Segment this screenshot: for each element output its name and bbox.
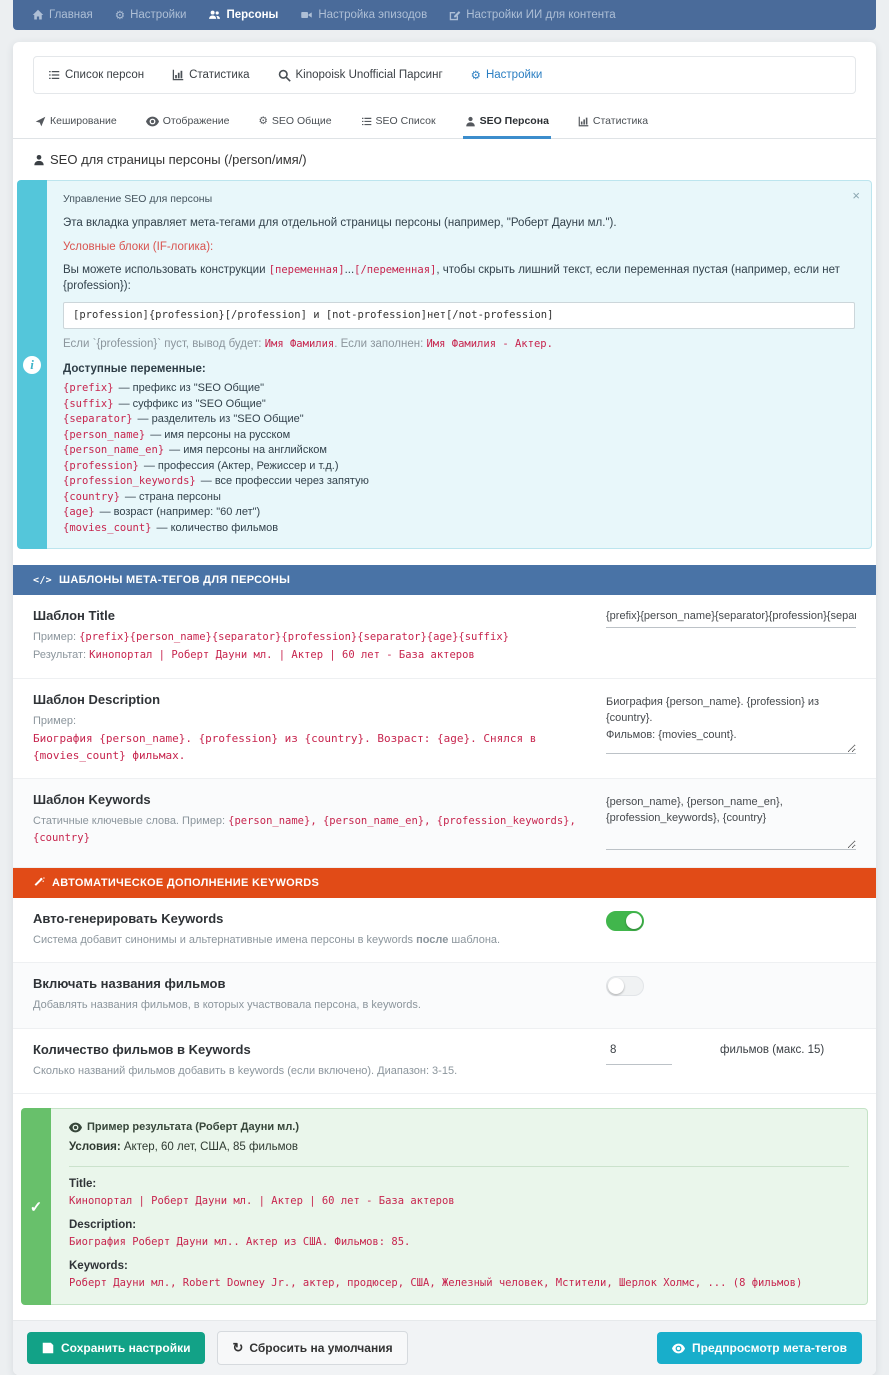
nav-label: Настройки ИИ для контента bbox=[466, 9, 616, 21]
tab-seo-person[interactable] bbox=[463, 107, 551, 139]
gears-icon: ⚙ bbox=[258, 115, 268, 127]
list-icon bbox=[361, 116, 372, 127]
alert-if-heading: Условные блоки (IF-логика): bbox=[63, 240, 214, 253]
subnav-label: Настройки bbox=[485, 69, 543, 81]
movies-count-input[interactable] bbox=[606, 1042, 672, 1065]
subnav-label: Kinopoisk Unofficial Парсинг bbox=[295, 69, 443, 81]
title-template-row bbox=[13, 595, 876, 678]
subnav-item-kinopoisk-parsing[interactable] bbox=[278, 69, 443, 82]
movies-count-suffix: фильмов (макс. 15) bbox=[720, 1043, 825, 1056]
seo-info-alert bbox=[17, 180, 872, 549]
list-icon bbox=[48, 69, 60, 81]
rocket-icon bbox=[35, 116, 46, 127]
movies-count-label: Количество фильмов в Keywords bbox=[33, 1041, 251, 1057]
auto-keywords-section-header bbox=[13, 868, 876, 898]
tab-label: SEO Общие bbox=[271, 115, 332, 127]
nav-label: Главная bbox=[49, 9, 93, 21]
auto-generate-row bbox=[13, 898, 876, 964]
search-icon bbox=[278, 69, 291, 82]
magic-wand-icon bbox=[33, 877, 45, 889]
gears-icon: ⚙ bbox=[470, 70, 481, 82]
person-icon bbox=[33, 154, 45, 166]
subnav-item-statistics[interactable] bbox=[172, 69, 249, 81]
include-movies-label: Включать названия фильмов bbox=[33, 976, 226, 992]
settings-tabs bbox=[13, 107, 876, 139]
preview-meta-tags-button[interactable] bbox=[657, 1332, 862, 1364]
keywords-template-row bbox=[13, 779, 876, 868]
variable-item: {profession} — профессия (Актер, Режиссер и т.д.) bbox=[63, 459, 339, 472]
title-template-label: Шаблон Title bbox=[33, 608, 115, 624]
description-example-label: Пример: bbox=[33, 714, 77, 727]
top-navbar bbox=[13, 0, 876, 30]
toggle-knob bbox=[608, 978, 624, 994]
button-label: Сохранить настройки bbox=[61, 1341, 191, 1356]
movies-count-desc: Сколько названий фильмов добавить в keywords (если включено). Диапазон: 3-15. bbox=[33, 1064, 458, 1077]
keywords-template-hint: Статичные ключевые слова. Пример: {person_name}, {person_name_en}, {profession_keywords}, {country} bbox=[33, 814, 576, 844]
include-movies-desc: Добавлять названия фильмов, в которых участвовала персона, в keywords. bbox=[33, 999, 421, 1012]
toggle-knob bbox=[626, 913, 642, 929]
description-template-label: Шаблон Description bbox=[33, 691, 161, 707]
description-template-row bbox=[13, 679, 876, 779]
gear-icon: ⚙ bbox=[114, 10, 126, 22]
close-icon[interactable]: × bbox=[852, 188, 860, 203]
info-strip bbox=[17, 180, 47, 549]
alert-intro: Эта вкладка управляет мета-тегами для отдельной страницы персоны (например, "Роберт Дауни мл."). bbox=[63, 217, 617, 230]
nav-label: Персоны bbox=[226, 9, 279, 21]
variable-item: {person_name_en} — имя персоны на английском bbox=[63, 444, 327, 457]
variable-item: {profession_keywords} — все профессии через запятую bbox=[63, 475, 369, 488]
nav-item-settings[interactable] bbox=[104, 0, 198, 30]
section-header-text: АВТОМАТИЧЕСКОЕ ДОПОЛНЕНИЕ KEYWORDS bbox=[52, 876, 320, 889]
persons-subnav bbox=[33, 56, 856, 94]
check-icon: ✓ bbox=[29, 1198, 43, 1216]
person-icon bbox=[465, 116, 476, 127]
example-result-box bbox=[21, 1108, 868, 1305]
keywords-template-textarea[interactable] bbox=[606, 792, 856, 850]
card-footer bbox=[13, 1320, 876, 1375]
tab-display[interactable] bbox=[144, 107, 232, 139]
info-alert-body bbox=[47, 180, 872, 549]
movies-count-row bbox=[13, 1029, 876, 1095]
main-card bbox=[13, 42, 876, 1375]
subnav-label: Список персон bbox=[65, 69, 145, 81]
chart-icon bbox=[578, 116, 589, 127]
alert-usage-line: Вы можете использовать конструкции [переменная]...[/переменная], чтобы скрыть лишний текст, если переменная пустая (например, если нет {profession}): bbox=[63, 263, 840, 293]
section-header-text: ШАБЛОНЫ МЕТА-ТЕГОВ ДЛЯ ПЕРСОНЫ bbox=[58, 574, 291, 587]
page-title bbox=[13, 139, 876, 178]
auto-generate-toggle[interactable] bbox=[606, 911, 644, 931]
tab-statistics[interactable] bbox=[576, 107, 650, 139]
nav-item-ai-content[interactable] bbox=[438, 0, 626, 30]
auto-generate-desc: Система добавит синонимы и альтернативные имена персоны в keywords после шаблона. bbox=[33, 933, 501, 946]
save-settings-button[interactable] bbox=[27, 1332, 205, 1364]
chart-icon bbox=[172, 69, 184, 81]
nav-item-episodes[interactable] bbox=[289, 0, 438, 30]
tab-caching[interactable] bbox=[33, 107, 119, 139]
eye-icon bbox=[69, 1122, 82, 1133]
code-icon: </> bbox=[33, 574, 52, 586]
variable-item: {country} — страна персоны bbox=[63, 490, 221, 503]
variable-item: {person_name} — имя персоны на русском bbox=[63, 428, 291, 441]
alert-note-line: Если `{profession}` пуст, вывод будет: Имя Фамилия. Если заполнен: Имя Фамилия - Актер. bbox=[63, 338, 553, 351]
variable-item: {prefix} — префикс из "SEO Общие" bbox=[63, 382, 265, 395]
include-movies-toggle[interactable] bbox=[606, 976, 644, 996]
tab-seo-general[interactable] bbox=[257, 107, 334, 139]
nav-item-home[interactable] bbox=[21, 0, 104, 30]
info-icon: i bbox=[23, 356, 41, 374]
edit-icon bbox=[449, 9, 461, 21]
video-icon bbox=[300, 9, 313, 21]
refresh-icon: ↻ bbox=[232, 1340, 244, 1356]
auto-generate-label: Авто-генерировать Keywords bbox=[33, 910, 224, 926]
button-label: Сбросить на умолчания bbox=[249, 1341, 393, 1356]
tab-label: Отображение bbox=[162, 115, 230, 127]
example-result-body bbox=[51, 1108, 868, 1305]
alert-vars-heading: Доступные переменные: bbox=[63, 362, 206, 375]
subnav-item-persons-list[interactable] bbox=[48, 69, 144, 81]
alert-title: Управление SEO для персоны bbox=[63, 193, 213, 205]
subnav-item-settings[interactable] bbox=[471, 68, 543, 82]
example-header: Пример результата (Роберт Дауни мл.) bbox=[87, 1121, 300, 1134]
variable-item: {separator} — разделитель из "SEO Общие" bbox=[63, 413, 304, 426]
title-template-input[interactable] bbox=[606, 608, 856, 628]
tab-label: SEO Персона bbox=[479, 115, 549, 127]
title-template-example: Пример: {prefix}{person_name}{separator}{profession}{separator}{age}{suffix} bbox=[33, 631, 509, 644]
example-item-keywords: Keywords: Роберт Дауни мл., Robert Downey Jr., актер, продюсер, США, Железный человек, Мстители, Шерлок Холмс, ... (8 фильмов) bbox=[69, 1259, 803, 1289]
eye-icon bbox=[146, 116, 159, 127]
variable-item: {movies_count} — количество фильмов bbox=[63, 521, 279, 534]
nav-label: Настройки bbox=[130, 9, 187, 21]
nav-item-persons[interactable] bbox=[197, 0, 289, 30]
divider bbox=[69, 1166, 849, 1167]
tab-label: Кеширование bbox=[50, 115, 117, 127]
home-icon bbox=[32, 9, 44, 21]
users-icon bbox=[208, 9, 221, 21]
keywords-template-label: Шаблон Keywords bbox=[33, 791, 151, 807]
page-title-text: SEO для страницы персоны (/person/имя/) bbox=[50, 152, 307, 167]
button-label: Предпросмотр мета-тегов bbox=[692, 1341, 847, 1356]
nav-label: Настройка эпизодов bbox=[318, 9, 428, 21]
description-example-code: Биография {person_name}. {profession} из {country}. Возраст: {age}. Снялся в {movies_count} фильмах. bbox=[33, 731, 537, 762]
tab-label: Статистика bbox=[592, 115, 649, 127]
tab-seo-list[interactable] bbox=[359, 107, 438, 139]
eye-icon bbox=[672, 1343, 685, 1354]
variable-item: {age} — возраст (например: "60 лет") bbox=[63, 506, 261, 519]
variable-item: {suffix} — суффикс из "SEO Общие" bbox=[63, 397, 266, 410]
alert-code-example: [profession]{profession}[/profession] и [not-profession]нет[/not-profession] bbox=[63, 302, 855, 329]
templates-section-header bbox=[13, 565, 876, 595]
subnav-label: Статистика bbox=[189, 69, 250, 81]
include-movies-row bbox=[13, 963, 876, 1029]
variables-list bbox=[63, 381, 855, 536]
check-strip bbox=[21, 1108, 51, 1305]
tab-label: SEO Список bbox=[375, 115, 436, 127]
save-icon bbox=[42, 1342, 54, 1354]
reset-defaults-button[interactable] bbox=[217, 1331, 407, 1365]
example-conditions: Условия: Актер, 60 лет, США, 85 фильмов bbox=[69, 1141, 299, 1154]
example-item-description: Description: Биография Роберт Дауни мл.. Актер из США. Фильмов: 85. bbox=[69, 1218, 411, 1248]
description-template-textarea[interactable] bbox=[606, 692, 856, 754]
title-template-result: Результат: Кинопортал | Роберт Дауни мл. | Актер | 60 лет - База актеров bbox=[33, 648, 475, 661]
example-item-title: Title: Кинопортал | Роберт Дауни мл. | Актер | 60 лет - База актеров bbox=[69, 1178, 455, 1208]
